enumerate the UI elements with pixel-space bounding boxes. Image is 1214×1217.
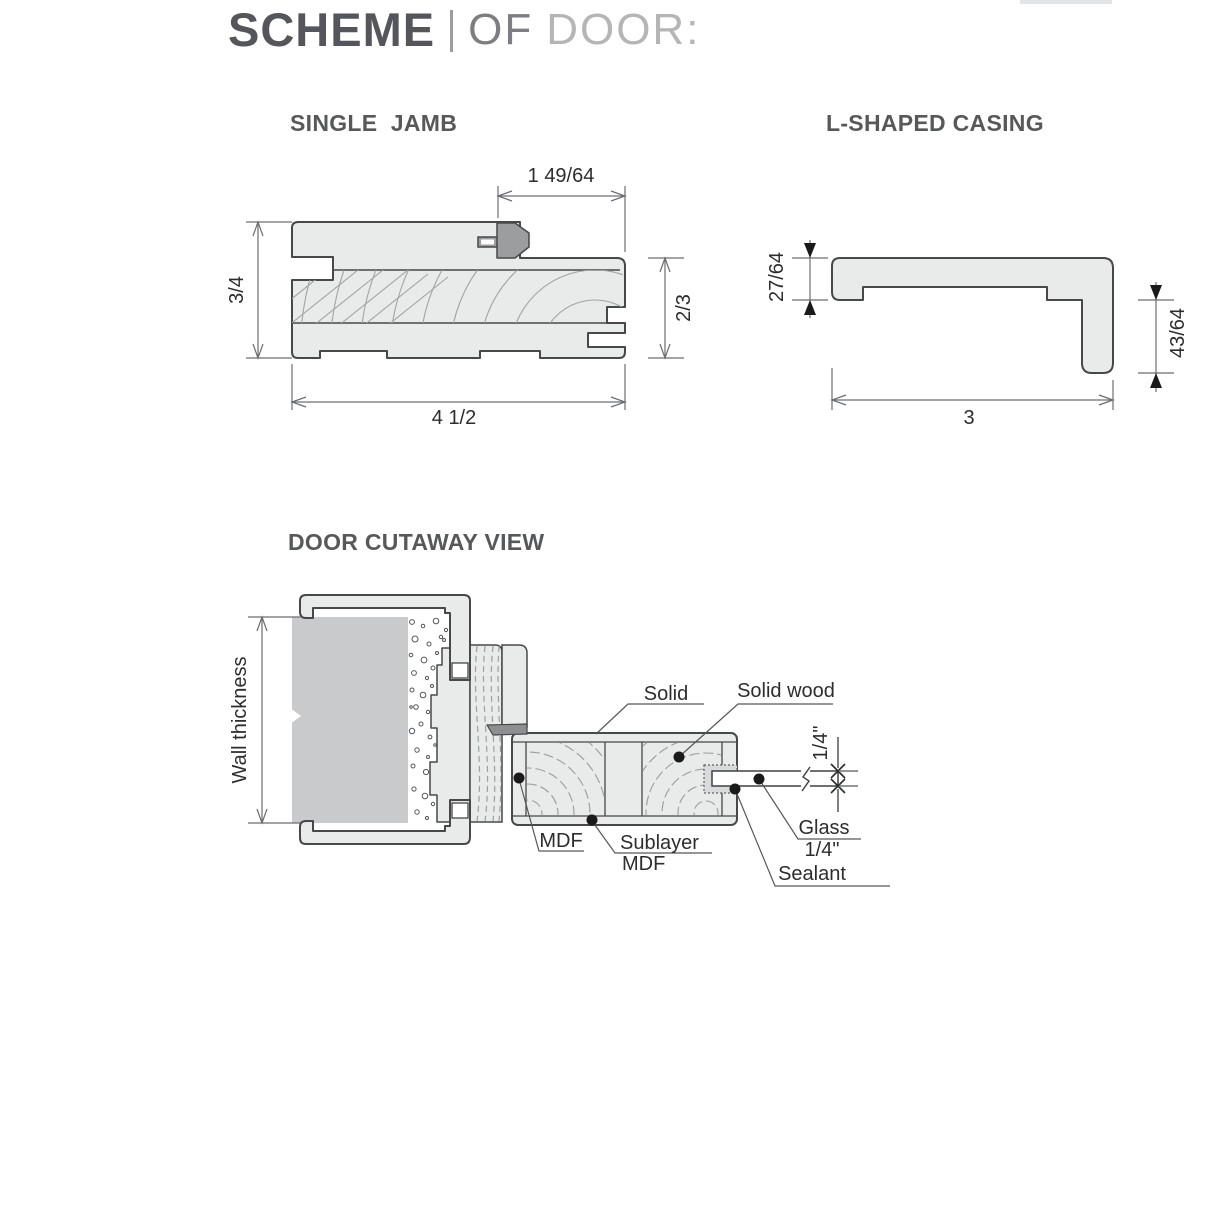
- dim-label-jamb-top: 1 49/64: [527, 165, 595, 187]
- dim-label-casing-right: 43/64: [1167, 307, 1189, 359]
- dim-jamb-left: [246, 222, 292, 358]
- door-stop: [502, 645, 527, 727]
- label-glass-dim: 1/4": [810, 725, 832, 761]
- leader-solid: [596, 704, 704, 734]
- dim-casing-bottom: [832, 368, 1113, 410]
- dim-label-casing-bottom: 3: [963, 407, 975, 429]
- dot-solid-wood: [674, 752, 685, 763]
- dim-label-jamb-left: 3/4: [226, 276, 248, 304]
- dot-mdf: [514, 773, 525, 784]
- heading-door-cutaway: DOOR CUTAWAY VIEW: [288, 529, 545, 555]
- label-solid: Solid: [643, 683, 689, 705]
- label-sublayer-line1: Sublayer: [620, 832, 699, 854]
- glass-pane: [712, 771, 838, 786]
- dot-sublayer: [587, 815, 598, 826]
- dim-label-jamb-right: 2/3: [673, 294, 695, 322]
- label-glass-line2: 1/4": [804, 839, 840, 861]
- label-solid-wood: Solid wood: [737, 680, 835, 702]
- dim-glass-thickness: [831, 737, 858, 812]
- dim-casing-left: [792, 240, 828, 318]
- label-wall-thickness: Wall thickness: [229, 656, 251, 784]
- label-sublayer-line2: MDF: [622, 853, 666, 875]
- label-mdf: MDF: [539, 830, 583, 852]
- wall-section: [292, 617, 408, 823]
- dim-jamb-bottom: [292, 364, 625, 410]
- single-jamb-diagram: [246, 30, 920, 680]
- dim-label-jamb-bottom: 4 1/2: [431, 407, 477, 429]
- title-secondary: OF: [468, 4, 534, 54]
- jamb-profile: [292, 222, 625, 358]
- heading-l-shaped-casing: L-SHAPED CASING: [826, 110, 1044, 136]
- dot-sealant: [730, 784, 741, 795]
- heading-single-jamb: SINGLE JAMB: [290, 110, 458, 136]
- l-casing-diagram: [792, 240, 1174, 410]
- title-primary: SCHEME: [228, 3, 436, 56]
- title-tertiary: DOOR:: [546, 4, 701, 54]
- glass-break-mark: [801, 767, 810, 791]
- dim-label-casing-left: 27/64: [766, 251, 788, 303]
- label-glass-line1: Glass: [798, 817, 850, 839]
- label-sealant: Sealant: [778, 863, 846, 885]
- dot-glass: [754, 774, 765, 785]
- casing-profile: [832, 258, 1113, 373]
- seal-strip: [487, 724, 527, 735]
